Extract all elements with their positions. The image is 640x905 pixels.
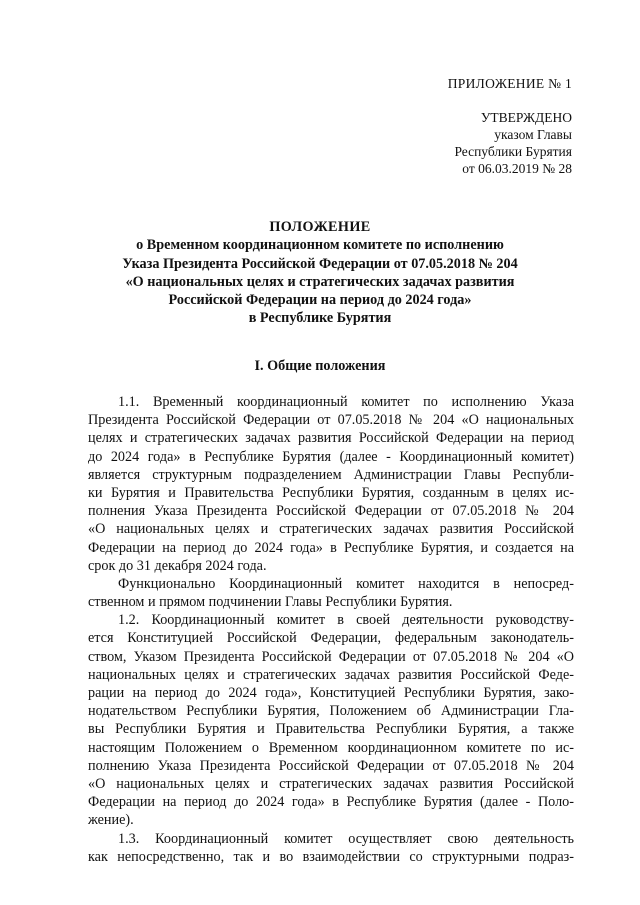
approved-line: УТВЕРЖДЕНО (480, 110, 572, 125)
body-line: как непосредственно, так и во взаимодействии со структурными подраз- (88, 848, 574, 865)
body-line: Функционально Координационный комитет находится в непосред- (118, 575, 574, 592)
section-heading: I. Общие положения (254, 358, 386, 374)
body-line: рации на период до 2024 года», Конституцией Республики Бурятия, зако- (88, 685, 574, 701)
body-line: полнению Указа Президента Российской Федерации от 07.05.2018 № 204 (88, 757, 574, 774)
title-line: о Временном координационном комитете по исполнению (136, 237, 504, 254)
body-line: вы Республики Бурятия и Правительства Республики Бурятия, а также (88, 721, 574, 738)
body-line: Федерации на период до 2024 года» в Республике Бурятия, и создается на (88, 539, 574, 556)
body-line: полнения Указа Президента Российской Федерации от 07.05.2018 № 204 (88, 503, 574, 520)
title-line: Российской Федерации на период до 2024 года» (168, 292, 472, 309)
body-line: «О национальных целях и стратегических задачах развития Российской (88, 521, 574, 538)
body-line: 1.3. Координационный комитет осуществляет свою деятельность (118, 830, 574, 847)
body-line: ки Бурятия и Правительства Республики Бурятия, созданным в целях ис- (88, 484, 574, 501)
body-line: ственном и прямом подчинении Главы Республики Бурятия. (88, 594, 453, 611)
body-line: до 2024 года» в Республике Бурятия (далее - Координационный комитет) (88, 448, 574, 465)
title-line: Указа Президента Российской Федерации от 07.05.2018 № 204 (122, 255, 518, 272)
body-line: Федерации на период до 2024 года» в Республике Бурятия (далее - Поло- (88, 794, 574, 811)
body-line: является структурным подразделением Администрации Главы Республи- (88, 466, 574, 483)
body-line: ством, Указом Президента Российской Федерации от 07.05.2018 № 204 «О (88, 648, 574, 665)
approved-line: Республики Бурятия (454, 144, 572, 159)
title-line: в Республике Бурятия (248, 310, 392, 327)
title-line: «О национальных целях и стратегических задачах развития (125, 273, 515, 290)
body-line: жение). (88, 812, 134, 829)
body-line: целях и стратегических задачах развития Российской Федерации на период (88, 430, 574, 447)
approved-line: указом Главы (494, 127, 572, 142)
approved-line: от 06.03.2019 № 28 (462, 161, 572, 176)
body-line: 1.2. Координационный комитет в своей деятельности руководству- (118, 612, 574, 629)
body-line: 1.1. Временный координационный комитет по исполнению Указа (118, 394, 574, 410)
document-title (0, 218, 640, 328)
body-line: срок до 31 декабря 2024 года. (88, 557, 267, 574)
body-line: «О национальных целях и стратегических задачах развития Российской (88, 775, 574, 792)
body-line: ется Конституцией Российской Федерации, федеральным законодатель- (88, 630, 574, 647)
body-line: Президента Российской Федерации от 07.05.2018 № 204 «О национальных (88, 412, 574, 429)
title-main: ПОЛОЖЕНИЕ (269, 219, 371, 235)
body-line: настоящим Положением о Временном координационном комитете по ис- (88, 739, 574, 756)
body-text (88, 393, 574, 866)
body-line: национальных целях и стратегических задачах развития Российской Феде- (88, 666, 574, 683)
body-line: нодательством Республики Бурятия, Положением об Администрации Гла- (88, 703, 574, 720)
approval-header (448, 75, 572, 177)
appendix-label: ПРИЛОЖЕНИЕ № 1 (447, 76, 572, 91)
